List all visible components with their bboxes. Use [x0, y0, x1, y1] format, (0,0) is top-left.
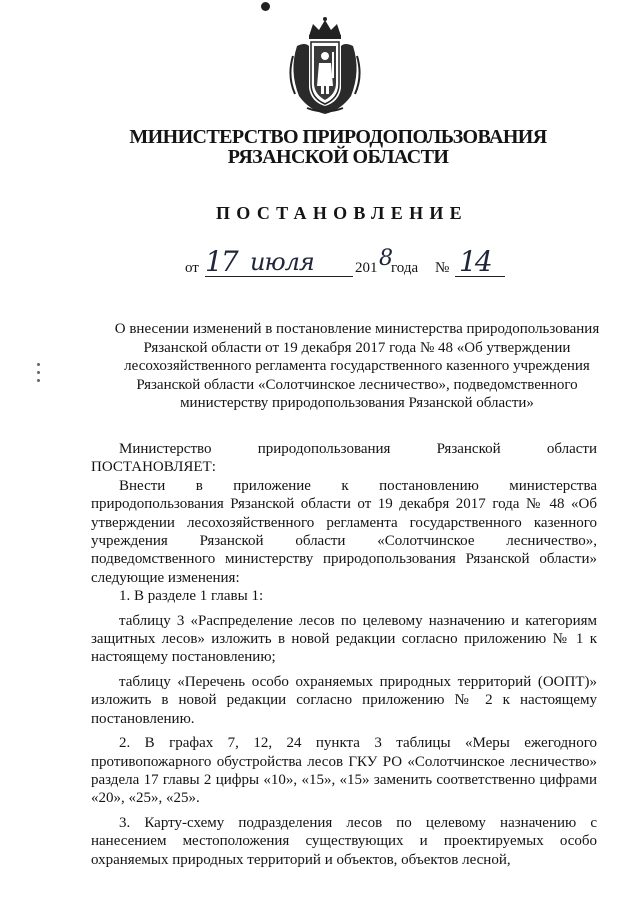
- ministry-name-line1: МИНИСТЕРСТВО ПРИРОДОПОЛЬЗОВАНИЯ: [129, 126, 547, 148]
- body-paragraph-table3: таблицу 3 «Распределение лесов по целевому назначению и категориям защитных лесов» изложить в новой редакции согласно приложению № 1 к настоящему постановлению;: [91, 612, 597, 666]
- document-number-handwritten: 14: [459, 245, 491, 278]
- date-year-digit-handwritten: 8: [379, 246, 393, 271]
- date-from-label: от: [185, 260, 199, 276]
- body-paragraph-item3: 3. Карту-схему подразделения лесов по целевому назначению с нанесением местоположения существующих и проектируемых особо охраняемых природных территорий и объектов, объектов лесной,: [91, 814, 597, 868]
- document-type-title: ПОСТАНОВЛЕНИЕ: [216, 203, 468, 223]
- margin-dot: [37, 363, 40, 366]
- body-paragraph-amend: Внести в приложение к постановлению министерства природопользования Рязанской области от 19 декабря 2017 года № 48 «Об утверждении лесохозяйственного регламента государственного казенного учреждения Рязанской области «Солотчинское лесничество», подведомственного министерству природопользования Рязанской области» следующие изменения:: [91, 477, 597, 586]
- body-paragraph-item1: 1. В разделе 1 главы 1:: [119, 588, 264, 605]
- margin-dot: [37, 379, 40, 382]
- punch-hole-mark: [261, 2, 270, 11]
- margin-dot: [37, 371, 40, 374]
- coat-of-arms-icon: [287, 16, 363, 116]
- body-paragraph-oopt-table: таблицу «Перечень особо охраняемых природных территорий (ООПТ)» изложить в новой редакции согласно приложению № 2 к настоящему постановлению.: [91, 673, 597, 727]
- date-month-handwritten: июля: [250, 248, 314, 276]
- body-paragraph-resolves: ПОСТАНОВЛЯЕТ:: [91, 459, 216, 476]
- date-year-prefix: 201: [355, 260, 378, 276]
- date-number-line: [185, 245, 505, 282]
- number-label: №: [435, 260, 450, 276]
- date-day-handwritten: 17: [205, 245, 237, 278]
- document-body: [91, 440, 597, 869]
- body-paragraph-item2: 2. В графах 7, 12, 24 пункта 3 таблицы «Меры ежегодного противопожарного обустройства лесов ГКУ РО «Солотчинское лесничество» раздела 17 главы 2 цифры «10», «15», «15» заменить соответственно цифрами «20», «25», «25».: [91, 735, 597, 807]
- document-subject: О внесении изменений в постановление министерства природопользования Рязанской области от 19 декабря 2017 года № 48 «Об утверждении лесохозяйственного регламента государственного казенного учреждения Рязанской области «Солотчинское лесничество», подведомственного министерству природопользования Рязанской области»: [114, 321, 600, 411]
- date-year-suffix: года: [391, 260, 419, 276]
- body-paragraph-ministry: Министерство природопользования Рязанской области: [119, 441, 597, 457]
- ministry-name-line2: РЯЗАНСКОЙ ОБЛАСТИ: [227, 146, 449, 168]
